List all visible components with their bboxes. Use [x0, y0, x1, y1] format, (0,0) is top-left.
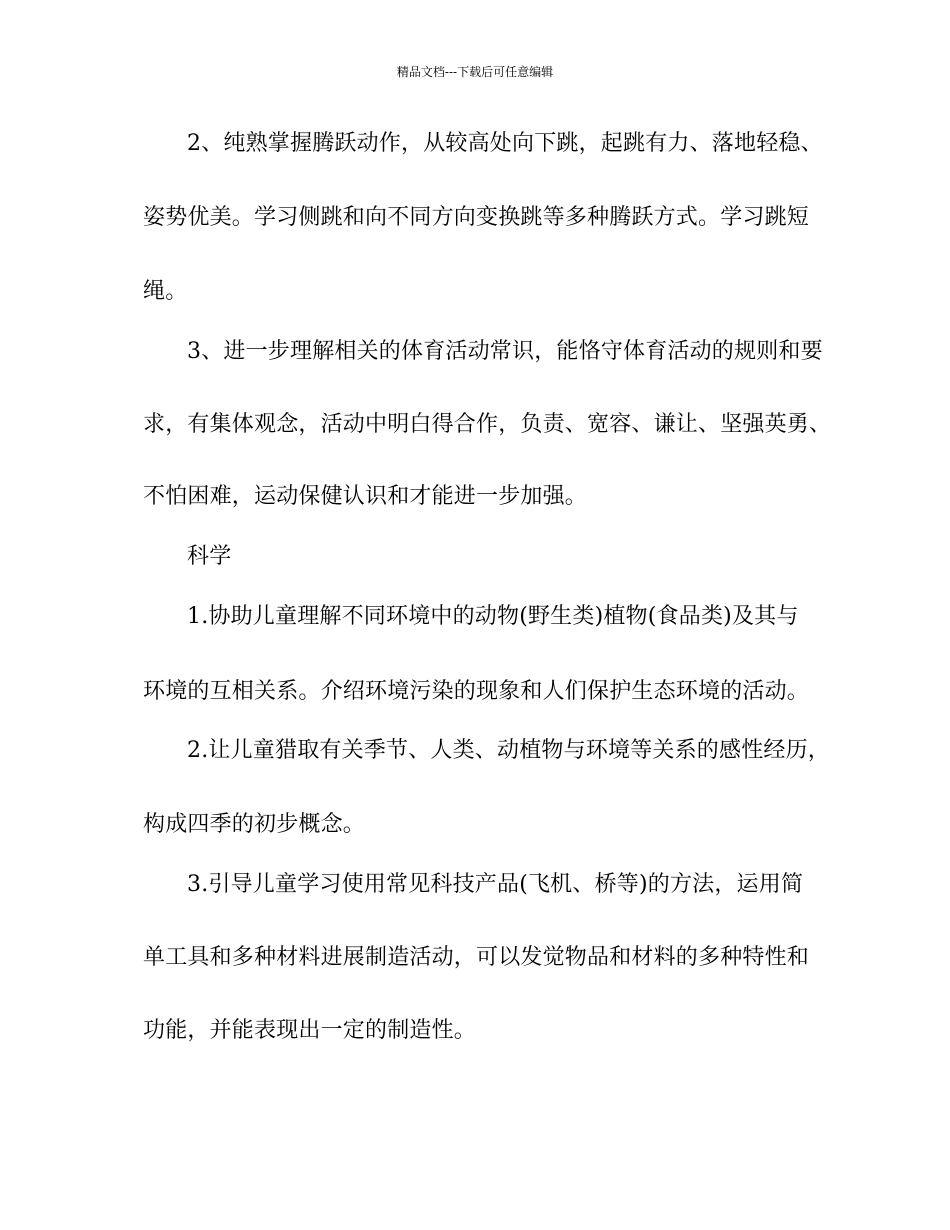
paragraph-line: 2、纯熟掌握腾跃动作，从较高处向下跳，起跳有力、落地轻稳、: [187, 131, 823, 156]
paragraph-line: 求，有集体观念，活动中明白得合作，负责、宽容、谦让、坚强英勇、: [143, 412, 832, 437]
paragraph-line: 3、进一步理解相关的体育活动常识，能恪守体育活动的规则和要: [187, 339, 823, 364]
paragraph-line: 2.让儿童猎取有关季节、人类、动植物与环境等关系的感性经历，: [187, 738, 830, 763]
paragraph-line: 环境的互相关系。介绍环境污染的现象和人们保护生态环境的活动。: [143, 679, 810, 704]
paragraph-line: 不怕困难，运动保健认识和才能进一步加强。: [143, 484, 588, 509]
paragraph-line: 绳。: [143, 279, 188, 304]
paragraph-line: 1.协助儿童理解不同环境中的动物(野生类)植物(食品类)及其与: [187, 604, 799, 629]
paragraph-line: 姿势优美。学习侧跳和向不同方向变换跳等多种腾跃方式。学习跳短: [143, 205, 810, 230]
paragraph-line: 3.引导儿童学习使用常见科技产品(飞机、桥等)的方法，运用简: [187, 872, 804, 897]
paragraph-line: 单工具和多种材料进展制造活动，可以发觉物品和材料的多种特性和: [143, 945, 810, 970]
page-header: 精品文档---下载后可任意编辑: [396, 65, 554, 79]
paragraph-line: 构成四季的初步概念。: [143, 812, 366, 837]
paragraph-line: 功能，并能表现出一定的制造性。: [143, 1018, 477, 1043]
section-heading: 科学: [187, 544, 232, 569]
